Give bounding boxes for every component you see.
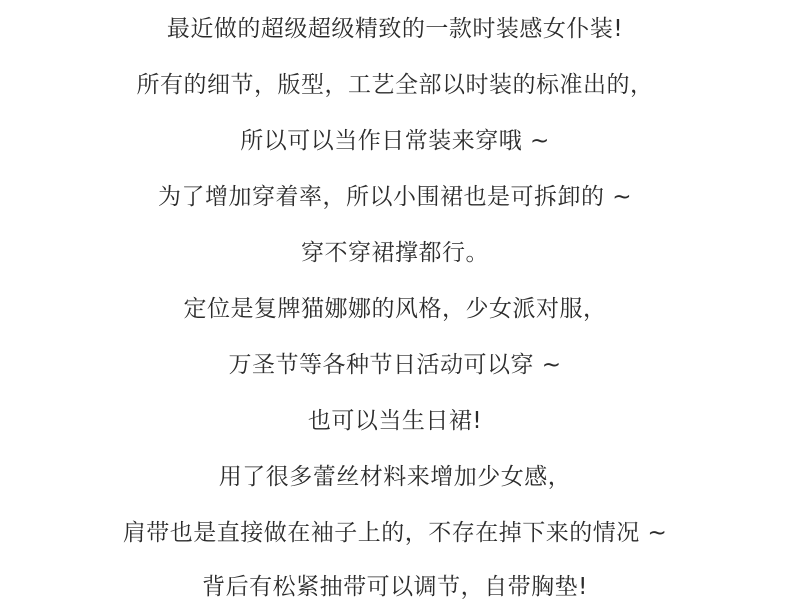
description-line: 肩带也是直接做在袖子上的，不存在掉下来的情况 ~ [122,520,668,546]
description-line: 穿不穿裙撑都行。 [301,240,489,266]
description-line: 定位是复牌猫娜娜的风格，少女派对服， [183,296,607,322]
description-line: 用了很多蕾丝材料来增加少女感， [218,464,572,490]
description-line: 万圣节等各种节日活动可以穿 ~ [228,352,562,378]
description-line: 所以可以当作日常装来穿哦 ~ [240,128,550,154]
description-line: 也可以当生日裙! [307,408,483,434]
description-line: 为了增加穿着率，所以小围裙也是可拆卸的 ~ [157,184,633,210]
description-line: 背后有松紧抽带可以调节，自带胸垫! [202,574,588,600]
description-line: 所有的细节，版型，工艺全部以时装的标准出的， [136,72,654,98]
description-line: 最近做的超级超级精致的一款时装感女仆装! [166,16,624,42]
